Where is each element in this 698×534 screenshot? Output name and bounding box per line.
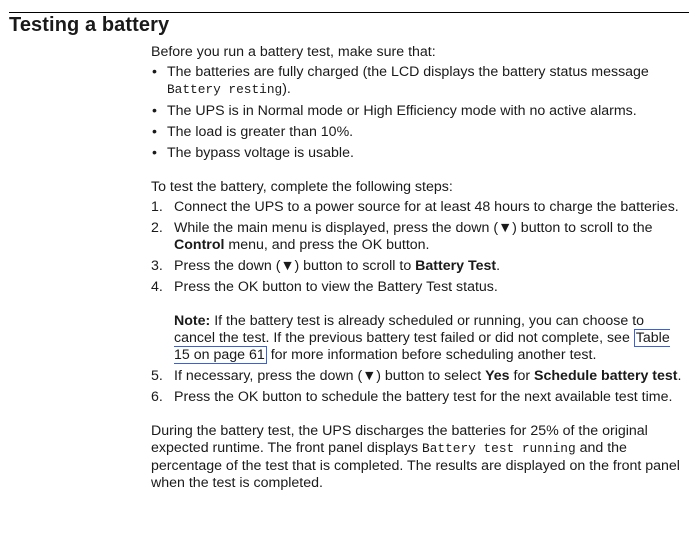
list-item: 6. Press the OK button to schedule the battery test for the next available test time. xyxy=(151,388,673,405)
list-item: 2. While the main menu is displayed, press the down (▼) button to scroll to the Control menu, and press the OK button. xyxy=(151,220,653,254)
list-item: 1. Connect the UPS to a power source for at least 48 hours to charge the batteries. xyxy=(151,199,679,216)
table-reference-link[interactable]: Table 15 on page 61 xyxy=(174,329,670,363)
front-panel-message: Battery test running xyxy=(422,441,576,457)
list-item: • The load is greater than 10%. xyxy=(152,123,354,140)
note-label: Note: xyxy=(174,312,211,329)
bullet: • xyxy=(152,63,157,80)
document-body xyxy=(151,44,686,492)
list-item: • The UPS is in Normal mode or High Efficiency mode with no active alarms. xyxy=(152,102,637,119)
steps-intro: To test the battery, complete the following steps: xyxy=(151,179,453,196)
intro-paragraph: Before you run a battery test, make sure that: xyxy=(151,44,436,60)
page-title: Testing a battery xyxy=(9,14,170,36)
conditions-list xyxy=(151,64,686,162)
bullet: • xyxy=(152,102,157,119)
steps-list xyxy=(151,199,686,405)
lcd-message: Battery resting xyxy=(167,81,283,97)
list-item: 4. Press the OK button to view the Battery Test status. Note: If the battery test is already scheduled or running, you can choose to cancel the test. If the previous battery test failed or did not complete, see Table 15 on page 61 for more information before scheduling another test. xyxy=(151,279,686,364)
list-item: 3. Press the down (▼) button to scroll to Battery Test. xyxy=(151,258,501,275)
top-rule xyxy=(9,12,689,13)
closing-paragraph: During the battery test, the UPS discharges the batteries for 25% of the original expected runtime. The front panel displays Battery test running and the percentage of the test that is completed. The results are displayed on the front panel when the test is completed. xyxy=(151,423,680,492)
bullet: • xyxy=(152,123,157,140)
list-item: • The bypass voltage is usable. xyxy=(152,144,354,161)
list-item: • The batteries are fully charged (the LCD displays the battery status message Battery resting). xyxy=(152,63,649,97)
note: Note: If the battery test is already scheduled or running, you can choose to cancel the test. If the previous battery test failed or did not complete, see Table 15 on page 61 for more information before scheduling another test. xyxy=(174,312,670,363)
bullet: • xyxy=(152,144,157,161)
list-item: 5. If necessary, press the down (▼) button to select Yes for Schedule battery test. xyxy=(151,367,682,384)
